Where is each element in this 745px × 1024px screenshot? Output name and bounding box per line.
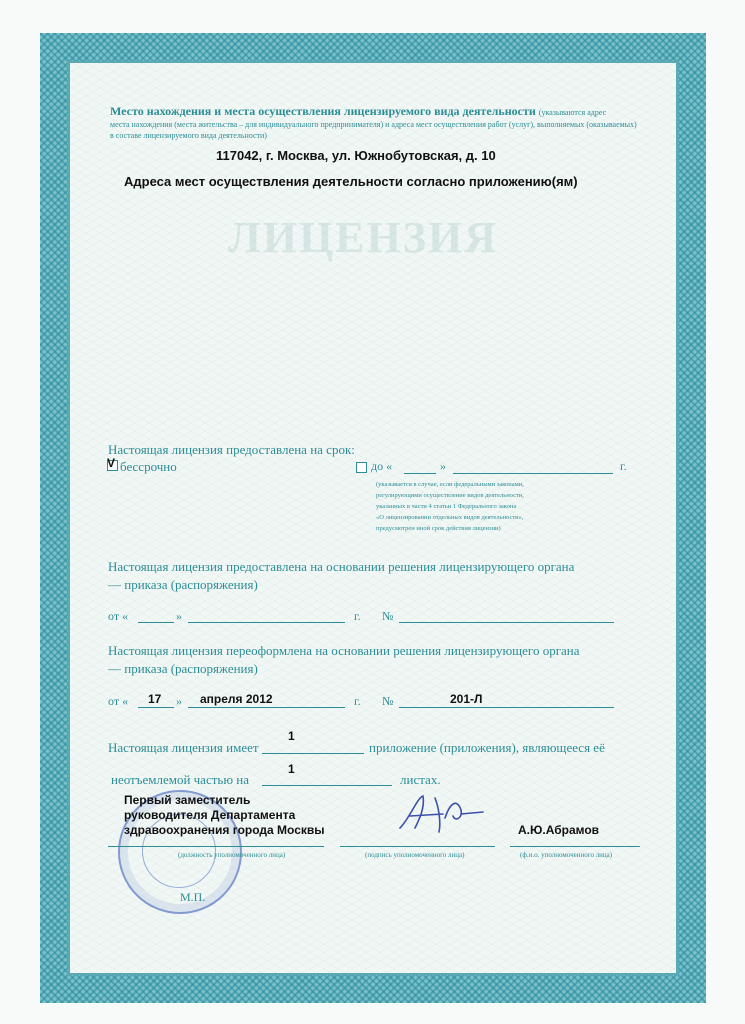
signature-caption-line [340, 846, 495, 847]
caption-position: (должность уполномоченного лица) [178, 851, 286, 859]
appendix-line-1-prefix: Настоящая лицензия имеет [108, 740, 259, 755]
granted-year-suffix: г. [354, 609, 361, 623]
unlimited-label: бессрочно [120, 459, 177, 474]
granted-from-mid: » [176, 609, 182, 623]
reissued-year-suffix: г. [354, 694, 361, 708]
until-prefix: до « [371, 459, 393, 473]
appendix-sheets: 1 [288, 762, 295, 776]
address-note: Адреса мест осуществления деятельности согласно приложению(ям) [124, 174, 578, 189]
term-note-2: регулирующими осуществление видов деятельности, [376, 492, 524, 499]
granted-from-prefix: от « [108, 609, 129, 623]
until-date-line [453, 473, 613, 474]
until-day-line [404, 473, 436, 474]
appendix-line-2-suffix: листах. [400, 772, 441, 787]
handwritten-signature [395, 788, 485, 838]
granted-line-1: Настоящая лицензия предоставлена на основании решения лицензирующего органа [108, 559, 575, 574]
appendix-line-2-prefix: неотъемлемой частью на [111, 772, 250, 787]
name-caption-line [510, 846, 640, 847]
reissued-date-line [188, 707, 345, 708]
appendix-count: 1 [288, 729, 295, 743]
term-note-1: (указывается в случае, если федеральными законами, [376, 481, 524, 488]
unlimited-mark: V [107, 456, 116, 470]
location-heading-note-3: в составе лицензируемого вида деятельности) [110, 131, 267, 140]
caption-name: (ф.и.о. уполномоченного лица) [520, 851, 613, 859]
granted-date-line [188, 622, 345, 623]
reissued-day-line [138, 707, 174, 708]
reissued-line-1: Настоящая лицензия переоформлена на основании решения лицензирующего органа [108, 643, 580, 658]
reissued-from-mid: » [176, 694, 182, 708]
granted-line-2: — приказа (распоряжения) [108, 577, 258, 592]
location-heading-note-2: места нахождения (места жительства – для индивидуального предпринимателя) и адреса мест осуществления работ (услуг), выполняемых (оказываемых) [110, 120, 637, 129]
appendix-count-line [262, 753, 364, 754]
signatory-position-3: здравоохранения города Москвы [124, 823, 325, 837]
signatory-position-1: Первый заместитель [124, 793, 251, 807]
caption-signature: (подпись уполномоченного лица) [365, 851, 465, 859]
until-suffix: г. [620, 459, 627, 473]
watermark-title: ЛИЦЕНЗИЯ [228, 213, 499, 262]
term-heading: Настоящая лицензия предоставлена на срок: [108, 442, 355, 457]
reissued-number: 201-Л [450, 692, 483, 706]
until-mid: » [440, 459, 446, 473]
granted-day-line [138, 622, 174, 623]
license-address: 117042, г. Москва, ул. Южнобутовская, д. 10 [216, 148, 496, 163]
until-checkbox [356, 462, 367, 473]
term-note-3: указанных в части 4 статьи 1 Федерального закона [376, 503, 517, 510]
seal-label: М.П. [180, 890, 206, 904]
reissued-number-sign: № [382, 694, 394, 708]
reissued-number-line [399, 707, 614, 708]
appendix-sheets-line [262, 785, 392, 786]
reissued-day: 17 [148, 692, 162, 706]
term-note-5: предусмотрен иной срок действия лицензии) [376, 525, 501, 532]
reissued-month-year: апреля 2012 [200, 692, 273, 706]
term-note-4: «О лицензировании отдельных видов деятельности», [376, 514, 524, 521]
signatory-name: А.Ю.Абрамов [518, 823, 600, 837]
location-heading: Место нахождения и места осуществления лицензируемого вида деятельности (указываются адрес [110, 104, 607, 118]
reissued-from-prefix: от « [108, 694, 129, 708]
signatory-position-2: руководителя Департамента [124, 808, 296, 822]
reissued-line-2: — приказа (распоряжения) [108, 661, 258, 676]
granted-number-sign: № [382, 609, 394, 623]
position-caption-line [108, 846, 324, 847]
granted-number-line [399, 622, 614, 623]
appendix-line-1-suffix: приложение (приложения), являющееся её [369, 740, 605, 755]
